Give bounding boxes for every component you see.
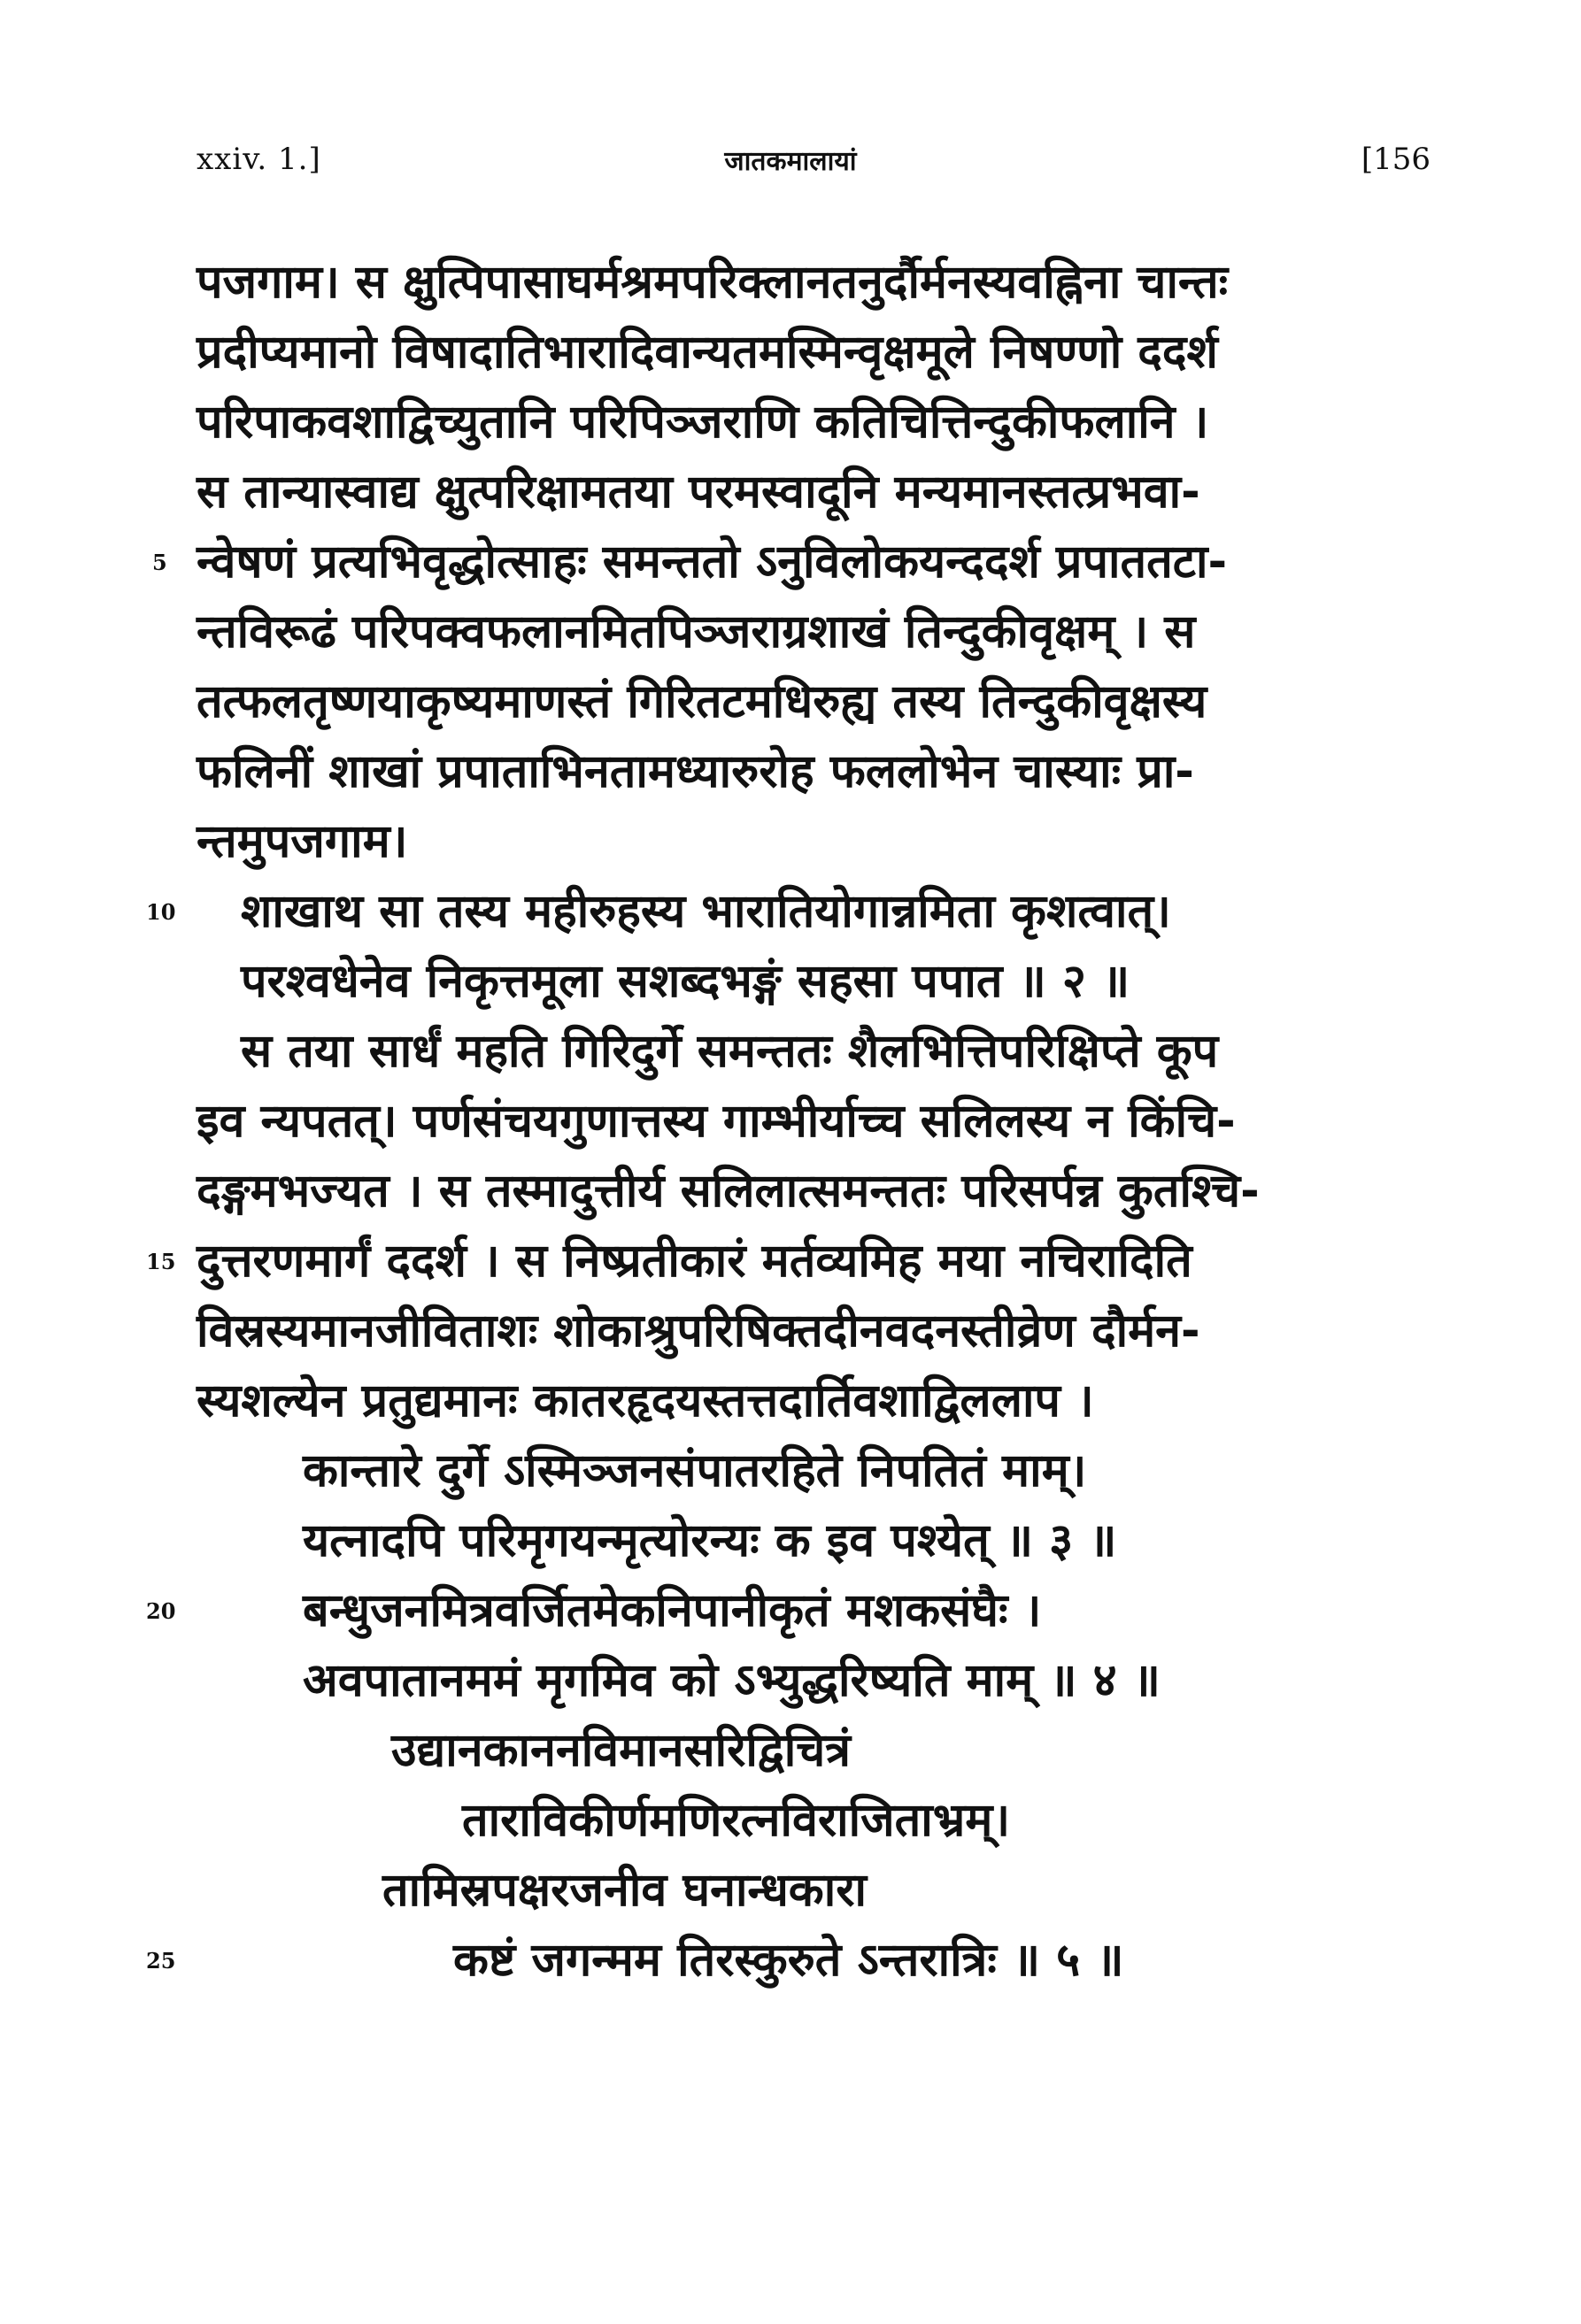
text-line [0, 947, 1480, 1017]
text-line [0, 458, 1436, 527]
line-text: शाखाथ सा तस्य महीरुहस्य भारातियोगान्नमिता कृशत्वात्। [241, 885, 1171, 938]
text-line [0, 1227, 1436, 1297]
line-number: 25 [146, 1948, 176, 1974]
line-text: अवपातानममं मृगमिव को ऽभ्युद्धरिष्यति माम् ॥ ४ ॥ [303, 1654, 1161, 1707]
running-title: जातकमालायां [724, 146, 857, 177]
line-number: 10 [146, 899, 176, 925]
line-text: स तया सार्धं महति गिरिदुर्गे समन्ततः शैलभित्तिपरिक्षिप्ते कूप [241, 1025, 1219, 1078]
text-line [0, 597, 1436, 667]
line-text: फलिनीं शाखां प्रपाताभिनतामध्यारुरोह फललोभेन चास्याः प्रा- [197, 745, 1194, 798]
text-line [0, 1716, 1581, 1786]
text-line [0, 737, 1436, 807]
line-text: दङ्गमभज्यत । स तस्मादुत्तीर्य सलिलात्समन्ततः परिसर्पन्न कुतश्चि- [197, 1165, 1260, 1218]
text-line [0, 1506, 1542, 1576]
text-line [0, 527, 1436, 597]
line-text: तत्फलतृष्णयाकृष्यमाणस्तं गिरितटमधिरुह्य तस्य तिन्दुकीवृक्षस्य [197, 675, 1207, 728]
line-text: प्रदीप्यमानो विषादातिभारादिवान्यतमस्मिन्वृक्षमूले निषण्णो ददर्श [197, 326, 1218, 379]
text-line [0, 1297, 1436, 1366]
line-text: दुत्तरणमार्गं ददर्श । स निष्प्रतीकारं मर्तव्यमिह मया नचिरादिति [197, 1235, 1192, 1288]
text-line [0, 1366, 1436, 1436]
chapter-reference: xxiv. 1.] [197, 142, 321, 177]
text-line [0, 388, 1436, 458]
text-line [0, 1926, 1581, 1996]
line-text: परश्वधेनेव निकृत्तमूला सशब्दभङ्गं सहसा पपात ॥ २ ॥ [241, 955, 1130, 1008]
line-text: परिपाकवशाद्विच्युतानि परिपिञ्जराणि कतिचित्तिन्दुकीफलानि । [197, 396, 1209, 449]
line-text: कान्तारे दुर्गे ऽस्मिञ्जनसंपातरहिते निपतितं माम्। [303, 1444, 1087, 1497]
line-text: स तान्यास्वाद्य क्षुत्परिक्षामतया परमस्वादूनि मन्यमानस्तत्प्रभवा- [197, 466, 1200, 519]
text-line [0, 1157, 1436, 1227]
line-text: यत्नादपि परिमृगयन्मृत्योरन्यः क इव पश्येत् ॥ ३ ॥ [303, 1514, 1117, 1567]
line-number: 20 [146, 1598, 176, 1624]
text-line [0, 1017, 1480, 1087]
running-header [0, 142, 1581, 186]
line-text: इव न्यपतत्। पर्णसंचयगुणात्तस्य गाम्भीर्याच्च सलिलस्य न किंचि- [197, 1095, 1236, 1148]
sanskrit-text-body [0, 248, 1581, 1996]
line-text: ताराविकीर्णमणिरत्नविराजिताभ्रम्। [462, 1794, 1011, 1847]
text-line [0, 807, 1436, 877]
line-number: 5 [152, 550, 167, 575]
line-text: बन्धुजनमित्रवर्जितमेकनिपानीकृतं मशकसंघैः । [303, 1584, 1042, 1637]
line-text: विस्रस्यमानजीविताशः शोकाश्रुपरिषिक्तदीनवदनस्तीव्रेण दौर्मन- [197, 1304, 1200, 1358]
text-line [0, 667, 1436, 737]
text-line [0, 1856, 1581, 1926]
text-line [0, 318, 1436, 388]
text-line [0, 248, 1436, 318]
text-line [0, 1436, 1542, 1506]
line-text: स्यशल्येन प्रतुद्यमानः कातरहृदयस्तत्तदार्तिवशाद्विललाप । [197, 1374, 1094, 1427]
line-text: पजगाम। स क्षुत्पिपासाघर्मश्रमपरिक्लानतनुर्दौर्मनस्यवह्निना चान्तः [197, 256, 1229, 309]
text-line [0, 1087, 1436, 1157]
text-line [0, 1786, 1581, 1856]
text-line [0, 1576, 1542, 1646]
line-text: न्तमुपजगाम। [197, 815, 408, 868]
text-line [0, 1646, 1542, 1716]
line-text: कष्टं जगन्मम तिरस्कुरुते ऽन्तरात्रिः ॥ ५ ॥ [453, 1934, 1124, 1987]
line-text: उद्यानकाननविमानसरिद्विचित्रं [391, 1724, 851, 1777]
line-text: न्वेषणं प्रत्यभिवृद्धोत्साहः समन्ततो ऽनुविलोकयन्ददर्श प्रपाततटा- [197, 535, 1228, 589]
text-line [0, 877, 1480, 947]
page-number: [156 [1361, 142, 1431, 177]
line-text: तामिस्रपक्षरजनीव घनान्धकारा [382, 1864, 867, 1917]
line-number: 15 [146, 1249, 176, 1274]
line-text: न्तविरूढं परिपक्वफलानमितपिञ्जराग्रशाखं तिन्दुकीवृक्षम् । स [197, 605, 1196, 658]
